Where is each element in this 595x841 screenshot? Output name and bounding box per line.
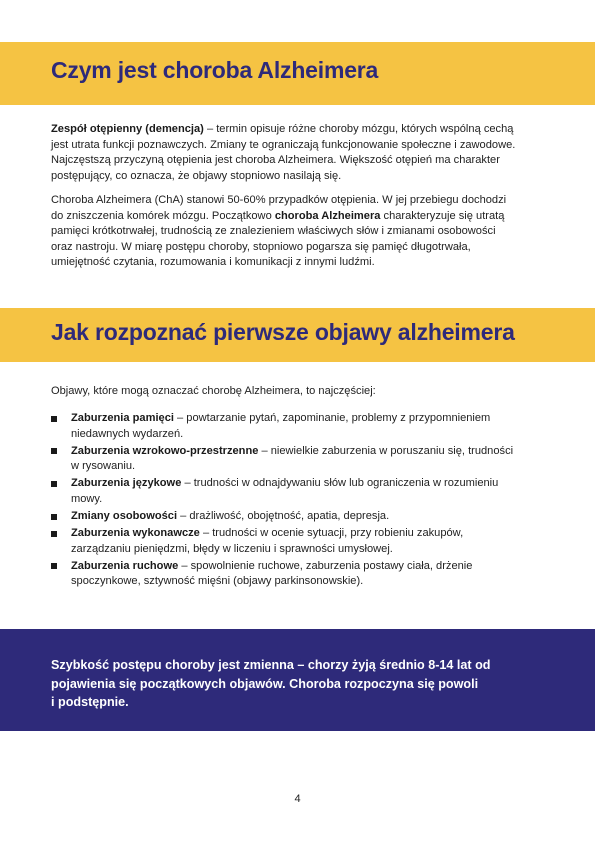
symptom-text: zarządzaniu pieniędzmi, błędy w liczeniu i sprawności umysłowej.: [71, 542, 393, 555]
text-line: oraz nastroju. W miarę postępu choroby, stopniowo pogarsza się pamięć długotrwała,: [51, 240, 471, 253]
symptom-text: spoczynkowe, sztywność mięśni (objawy parkinsonowskie).: [71, 575, 364, 588]
symptom-text: – trudności w odnajdywaniu słów lub ograniczenia w rozumieniu: [181, 477, 499, 490]
text-line: charakteryzuje się utratą: [380, 209, 505, 222]
symptom-term: Zaburzenia wzrokowo-przestrzenne: [71, 444, 259, 457]
symptom-term: Zmiany osobowości: [71, 510, 178, 523]
symptom-term: Zaburzenia językowe: [71, 477, 182, 490]
square-bullet-icon: [51, 514, 57, 520]
list-item: [51, 444, 551, 475]
callout-line: pojawienia się początkowych objawów. Choroba rozpoczyna się powoli: [51, 676, 479, 691]
text-line: postępujący, co oznacza, że objawy stopniowo nasilają się.: [51, 169, 342, 182]
section-heading: Czym jest choroba Alzheimera: [51, 57, 379, 83]
page-number: 4: [294, 793, 301, 805]
text-line: pamięci krótkotrwałej, trudnością ze znalezieniem właściwych słów i zmianami osobowości: [51, 225, 496, 238]
symptom-text: – powtarzanie pytań, zapominanie, problemy z przypomnieniem: [173, 412, 491, 424]
alzheimer-description-paragraph: [51, 193, 551, 271]
symptom-term: Zaburzenia wykonawcze: [71, 527, 200, 540]
symptom-text: – trudności w ocenie sytuacji, przy robieniu zakupów,: [199, 527, 464, 540]
symptom-term: Zaburzenia ruchowe: [71, 559, 179, 572]
text-line: do zniszczenia komórek mózgu. Początkowo: [51, 209, 275, 222]
dementia-term: Zespół otępienny (demencja): [51, 123, 204, 135]
highlight-callout: [0, 629, 595, 731]
callout-line: i podstępnie.: [51, 695, 129, 710]
square-bullet-icon: [51, 416, 57, 422]
symptom-term: Zaburzenia pamięci: [71, 412, 174, 424]
square-bullet-icon: [51, 448, 57, 454]
list-item: [51, 411, 551, 442]
callout-text: [51, 656, 521, 712]
section-header-band: [0, 42, 595, 105]
symptom-text: – spowolnienie ruchowe, zaburzenia postawy ciała, drżenie: [178, 559, 473, 572]
list-item: [51, 559, 551, 590]
symptoms-intro: Objawy, które mogą oznaczać chorobę Alzheimera, to najczęściej:: [51, 385, 376, 397]
symptom-text: – drażliwość, obojętność, apatia, depresja.: [177, 510, 390, 523]
text-line: umiejętność czytania, rozumowania i komunikacji z innymi ludźmi.: [51, 256, 375, 269]
list-item: [51, 526, 551, 557]
symptom-text: mowy.: [71, 492, 103, 505]
section-heading: Jak rozpoznać pierwsze objawy alzheimera: [51, 319, 515, 345]
list-item: [51, 476, 551, 507]
section-header-band: [0, 308, 595, 362]
symptoms-list: [51, 411, 551, 592]
square-bullet-icon: [51, 531, 57, 537]
text-line: jest utrata funkcji poznawczych. Zmiany te ograniczają funkcjonowanie społeczne i zawodowe.: [51, 138, 516, 151]
alzheimer-term: choroba Alzheimera: [274, 209, 381, 222]
square-bullet-icon: [51, 481, 57, 487]
callout-line: Szybkość postępu choroby jest zmienna – chorzy żyją średnio 8-14 lat od: [51, 658, 491, 672]
square-bullet-icon: [51, 563, 57, 569]
definition-paragraph: [51, 122, 551, 184]
symptom-text: – niewielkie zaburzenia w poruszaniu się, trudności: [258, 444, 514, 457]
text-line: Najczęstszą przyczyną otępienia jest choroba Alzheimera. Większość otępień ma charakter: [51, 154, 500, 167]
symptom-text: niedawnych wydarzeń.: [71, 427, 184, 440]
list-item: [51, 509, 551, 525]
text-line: – termin opisuje różne choroby mózgu, których wspólną cechą: [203, 123, 514, 135]
symptom-text: w rysowaniu.: [71, 460, 136, 473]
text-line: Choroba Alzheimera (ChA) stanowi 50-60% przypadków otępienia. W jej przebiegu dochodzi: [51, 194, 507, 206]
